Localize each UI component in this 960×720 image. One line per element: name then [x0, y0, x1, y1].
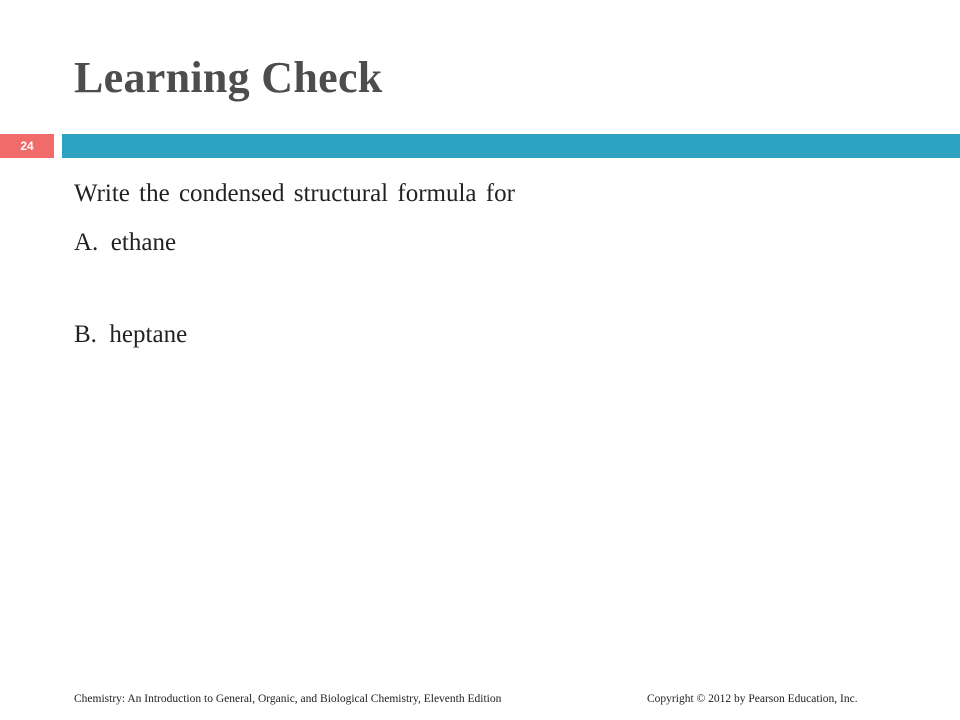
question-prompt: Write the condensed structural formula for — [74, 180, 515, 207]
footer-book-title: Chemistry: An Introduction to General, Organic, and Biological Chemistry, Eleventh Edition — [74, 693, 502, 705]
slide-title: Learning Check — [74, 53, 383, 102]
footer-copyright: Copyright © 2012 by Pearson Education, Inc. — [647, 693, 858, 705]
question-item-a: A. ethane — [74, 229, 177, 256]
question-item-b: B. heptane — [74, 321, 188, 348]
slide-number-badge: 24 — [0, 134, 54, 158]
header-accent-bar — [62, 134, 960, 158]
